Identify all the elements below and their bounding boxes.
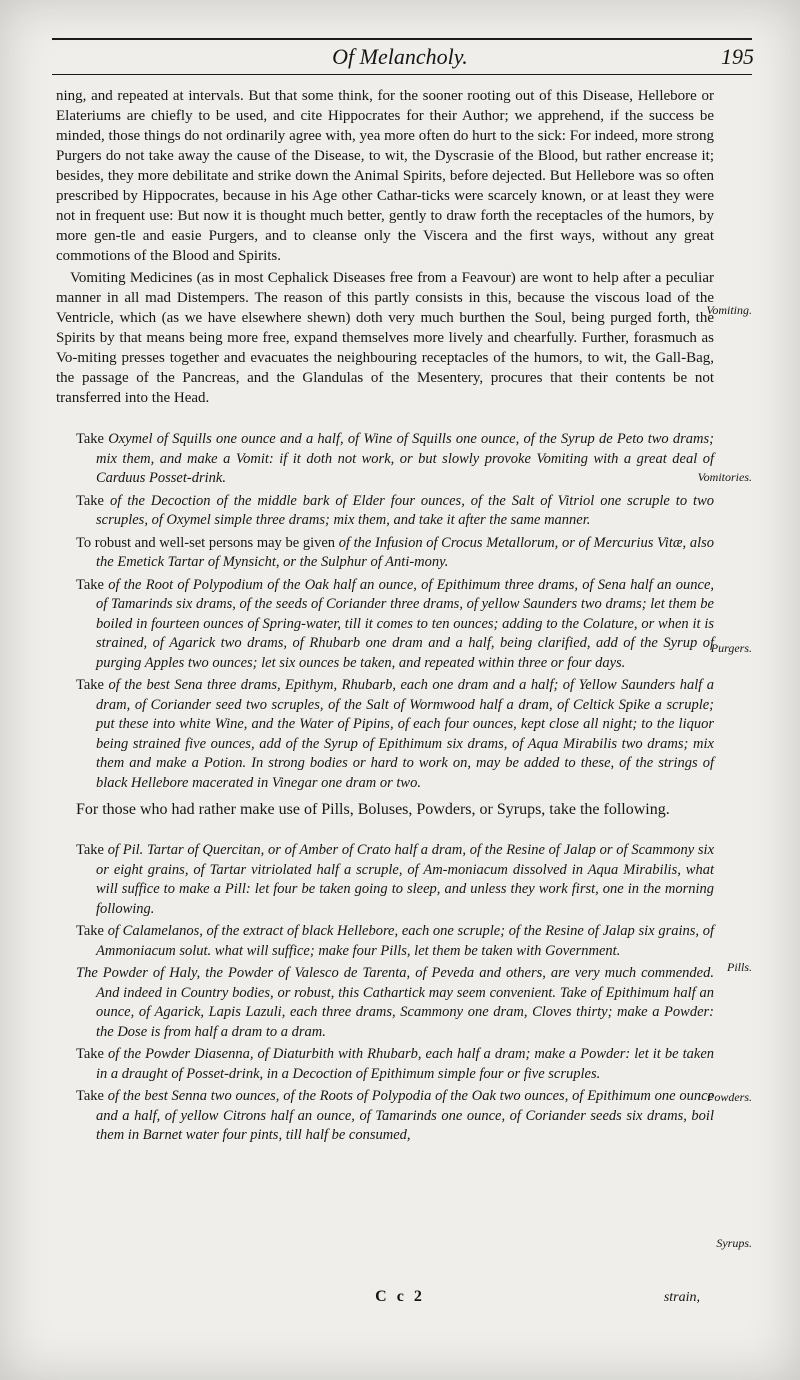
recipe-lead: Take <box>76 431 104 447</box>
margin-note-powders: Powders. <box>707 1090 752 1104</box>
recipe-item <box>56 576 714 674</box>
margin-note-vomitories: Vomitories. <box>697 470 752 484</box>
recipe-lead: Take <box>76 677 104 693</box>
recipe-text: of the best Senna two ounces, of the Roots of Polypodia of the Oak two ounces, of Epithimum one ounce and a half, of yellow Citrons half an ounce, of Tamarinds one ounce, of Coriander seeds six drams, boil them in Barnet water four pints, till half be consumed, <box>96 1088 714 1143</box>
recipe-item <box>56 922 714 961</box>
margin-note-vomiting: Vomiting. <box>706 303 752 317</box>
recipe-lead: To robust and well-set persons may be given <box>76 534 336 551</box>
recipe-lead: Take <box>76 1088 104 1104</box>
header-rule <box>52 38 752 40</box>
margin-note-purgers: Purgers. <box>710 641 752 655</box>
recipe-text: of the best Sena three drams, Epithym, Rhubarb, each one dram and a half; of Yellow Saunders half a dram, of Coriander seed two scruples, of the Salt of Wormwood half a dram, of Celtick Spike a scruple; put these into white Wine, and the Water of Pipins, of each four ounces, kept close all night; to the liquor being strained five ounces, add of the Syrup of Epithimum six drams, of Aqua Mirabilis two drams; mix them and make a Potion. In strong bodies or hard to work on, may be added to these, of the strings of black Hellebore macerated in Vinegar one dram or two. <box>96 677 715 791</box>
recipe-text: of the Powder Diasenna, of Diaturbith with Rhubarb, each half a dram; make a Powder: let it be taken in a draught of Posset-drink, in a Decoction of Epithimum simple four or five scruples. <box>96 1046 715 1082</box>
recipe-lead: Take <box>76 842 104 858</box>
page-title: Of Melancholy. <box>332 44 468 69</box>
recipe-item <box>56 964 714 1042</box>
recipe-text: of Calamelanos, of the extract of black Hellebore, each one scruple; of the Resine of Jalap six grains, of Ammoniacum solut. what will suffice; make four Pills, let them be taken with Government. <box>96 923 714 959</box>
recipe-item <box>56 534 714 573</box>
recipe-lead: Take <box>76 576 104 593</box>
recipe-lead: Take <box>76 923 104 939</box>
recipe-text: of the Decoction of the middle bark of Elder four ounces, of the Salt of Vitriol one scruple to two scruples, of Oxymel simple three drams; mix them, and take it after the same manner. <box>96 492 715 528</box>
paragraph-vomiting: Vomiting Medicines (as in most Cephalick Diseases free from a Feavour) are wont to help after a peculiar manner in all mad Distempers. The reason of this partly consists in this, because the viscous load of the Ventricle, which (as we have elsewhere shewn) doth very much burthen the Soul, being purged forth, the Spirits by that means being more free, expand themselves more lively and chearfully. Further, forasmuch as Vo-miting presses together and evacuates the neighbouring receptacles of the humors, to wit, the Gall-Bag, the passage of the Pancreas, and the Glandulas of the Mesentery, procures that their contents be not transferred into the Head. <box>56 270 714 406</box>
margin-note-syrups: Syrups. <box>716 1236 752 1250</box>
signature-mark: C c 2 <box>375 1288 425 1305</box>
page-number: 195 <box>721 44 754 69</box>
recipe-text: The Powder of Haly, the Powder of Valesco de Tarenta, of Peveda and others, are very much commended. And indeed in Country bodies, or robust, this Cathartick may seem convenient. Take of Epithimum half an ounce, of Agarick, Lapis Lazuli, each three drams, Scammony one dram, Cloves thirty; make a Powder: the Dose is from half a dram to a dram. <box>76 965 714 1040</box>
recipe-text: Oxymel of Squills one ounce and a half, of Wine of Squills one ounce, of the Syrup de Peto two drams; mix them, and make a Vomit: if it doth not work, or but slowly provoke Vomiting with a great deal of Carduus Posset-drink. <box>96 431 714 486</box>
margin-note-pills: Pills. <box>726 960 752 974</box>
page-body <box>56 86 714 1149</box>
spacer <box>56 410 714 430</box>
recipe-list-pills <box>56 841 714 1146</box>
recipe-list-vomitories <box>56 430 714 793</box>
recipe-item <box>56 841 714 919</box>
recipe-item <box>56 1087 714 1146</box>
recipe-text: of the Infusion of Crocus Metallorum, or of Mercurius Vitæ, also the Emetick Tartar of Mynsicht, or the Sulphur of Anti-mony. <box>96 534 714 570</box>
recipe-text: of Pil. Tartar of Quercitan, or of Amber of Crato half a dram, of the Resine of Jalap or of Scammony six or eight grains, of Tartar vitriolated half a scruple, of Am-moniacum dissolved in Aqua Mirabilis, what will suffice to make a Pill: let four be taken going to sleep, and unless they work first, one in the morning following. <box>96 842 715 917</box>
paragraph-1: ning, and repeated at intervals. But that some think, for the sooner rooting out of this Disease, Hellebore or Elateriums are chiefly to be used, and cite Hippocrates for their Author; we apprehend, if the success be minded, those things do not ordinarily agree with, yea more often do hurt to the sick: For indeed, more strong Purgers do not take away the cause of the Disease, to wit, the Dyscrasie of the Blood, but rather encrease it; besides, they more debilitate and strike down the Animal Spirits, before dejected. But Hellebore was so often prescribed by Hippocrates, because in his Age other Cathar-ticks were scarcely known, or at least they were not in frequent use: But now it is thought much better, gently to draw forth the receptacles of the humors, by more gen-tle and easie Purgers, and to cleanse only the Viscera and the first ways, without any great commotions of the Blood and Spirits. <box>56 88 714 264</box>
recipe-lead: Take <box>76 492 104 509</box>
recipe-item <box>56 676 714 793</box>
recipe-item <box>56 430 714 489</box>
section-intro: For those who had rather make use of Pills, Boluses, Powders, or Syrups, take the following. <box>76 801 670 818</box>
recipe-lead: Take <box>76 1046 104 1062</box>
recipe-text: of the Root of Polypodium of the Oak half an ounce, of Epithimum three drams, of Sena half an ounce, of Tamarinds six drams, of the seeds of Coriander three drams, of yellow Saunders two drams; let them be boiled in fourteen ounces of Spring-water, till it comes to ten ounces; adding to the Colature, or when it is strained, of Agarick two drams, of Rhubarb one dram and a half, being clarified, add of the Syrup of purging Apples two ounces; let six ounces be taken, and repeated within three or four days. <box>96 576 715 671</box>
header-underline <box>52 74 752 75</box>
recipe-item <box>56 1045 714 1084</box>
recipe-item <box>56 492 714 531</box>
catchword: strain, <box>663 1290 700 1305</box>
